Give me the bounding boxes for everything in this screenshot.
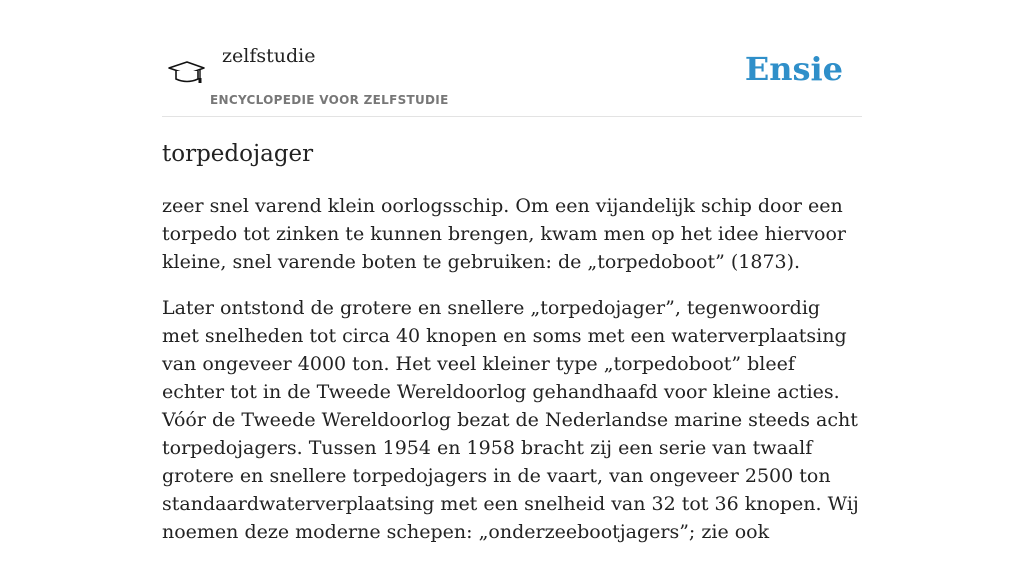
ensie-brand-link[interactable]: Ensie [744,50,843,88]
article-paragraph: Later ontstond de grotere en snellere „torpedojager”, tegenwoordig met snelheden tot circa 40 knopen en soms met een waterverplaatsing van ongeveer 4000 ton. Het veel kleiner type „torpedoboot” bleef echter tot in de Tweede Wereldoorlog gehandhaafd voor kleine acties. Vóór de Tweede Wereldoorlog bezat de Nederlandse marine steeds acht torpedojagers. Tussen 1954 en 1958 bracht zij een serie van twaalf grotere en snellere torpedojagers in de vaart, van ongeveer 2500 ton standaardwaterverplaatsing met een snelheid van 32 tot 36 knopen. Wij noemen deze moderne schepen: „onderzeebootjagers”; zie ook [162,297,859,543]
site-header [162,0,862,117]
article-title: torpedojager [162,141,314,167]
site-tagline: ENCYCLOPEDIE VOOR ZELFSTUDIE [210,93,449,107]
graduation-cap-icon[interactable] [166,52,206,92]
site-name[interactable]: zelfstudie [222,45,316,67]
article [162,138,862,564]
article-paragraph: zeer snel varend klein oorlogsschip. Om een vijandelijk schip door een torpedo tot zinken te kunnen brengen, kwam men op het idee hiervoor kleine, snel varende boten te gebruiken: de „torpedoboot” (1873). [162,195,847,273]
